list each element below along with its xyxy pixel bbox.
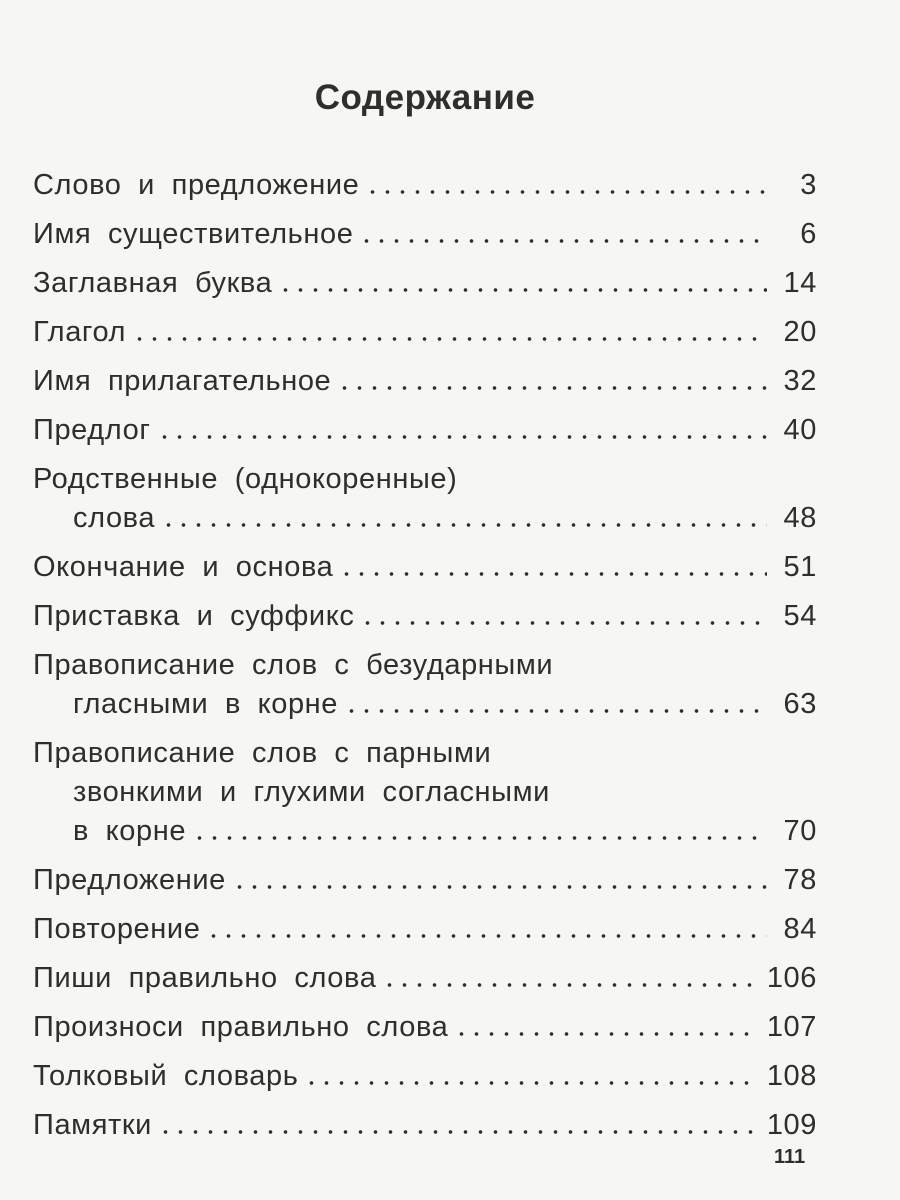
toc-entry-title: Пиши правильно слова <box>33 962 377 994</box>
toc-entry <box>33 408 817 447</box>
toc-entry-page: 3 <box>800 169 817 201</box>
toc-entry-title: Приставка и суффикс <box>33 600 355 632</box>
dot-leader <box>232 884 767 890</box>
toc-entry-line <box>33 1054 817 1093</box>
dot-leader <box>337 385 767 391</box>
dot-leader <box>365 189 767 195</box>
toc-entry-line <box>33 163 817 202</box>
toc-entry-title: Имя прилагательное <box>33 365 332 397</box>
toc-entry-title: Родственные (однокоренные) <box>33 463 458 495</box>
toc-entry-line <box>33 809 817 848</box>
toc-entry-page: 106 <box>766 962 817 994</box>
toc-entry-page: 32 <box>783 365 817 397</box>
toc-entry <box>33 1054 817 1093</box>
toc-entry-title: Предложение <box>33 864 226 896</box>
toc-entry-line <box>33 956 817 995</box>
dot-leader <box>359 238 767 244</box>
toc-entry-page: 63 <box>783 688 817 720</box>
toc-entry-title: Окончание и основа <box>33 551 334 583</box>
toc-entry <box>33 310 817 349</box>
toc-entry-line <box>33 1103 817 1142</box>
toc-entry-title: звонкими и глухими согласными <box>73 776 550 808</box>
toc-entry-page: 78 <box>783 864 817 896</box>
toc-entry <box>33 594 817 633</box>
dot-leader <box>304 1080 756 1086</box>
toc-entry <box>33 545 817 584</box>
dot-leader <box>192 835 767 841</box>
dot-leader <box>360 620 767 626</box>
toc-entry-line <box>33 682 817 721</box>
toc-entry-line <box>33 907 817 946</box>
toc-entry-title: Слово и предложение <box>33 169 360 201</box>
dot-leader <box>157 434 767 440</box>
toc-entry-title: Повторение <box>33 913 201 945</box>
toc-entry-title: Глагол <box>33 316 127 348</box>
toc-entry-line <box>33 770 817 809</box>
toc-entry <box>33 956 817 995</box>
toc-entry-title: Предлог <box>33 414 151 446</box>
dot-leader <box>278 287 767 293</box>
toc-entry-line <box>33 545 817 584</box>
page-title: Содержание <box>314 78 536 117</box>
dot-leader <box>206 933 767 939</box>
toc-entry <box>33 858 817 897</box>
dot-leader <box>339 571 767 577</box>
toc-entry-title: Имя существительное <box>33 218 354 250</box>
toc-entry-line <box>33 643 817 682</box>
toc-entry-line <box>33 408 817 447</box>
toc-entry-line <box>33 212 817 251</box>
toc-entry-line <box>33 594 817 633</box>
toc-entry <box>33 457 817 535</box>
toc-entry <box>33 907 817 946</box>
toc-entry-title: гласными в корне <box>73 688 339 720</box>
table-of-contents <box>33 163 817 1152</box>
toc-entry <box>33 643 817 721</box>
toc-entry <box>33 163 817 202</box>
toc-entry-line <box>33 457 817 496</box>
dot-leader <box>382 982 756 988</box>
toc-entry-page: 6 <box>800 218 817 250</box>
toc-entry-line <box>33 310 817 349</box>
toc-entry-title: Толковый словарь <box>33 1060 299 1092</box>
toc-entry-line <box>33 496 817 535</box>
toc-entry-page: 20 <box>783 316 817 348</box>
toc-entry <box>33 731 817 848</box>
toc-entry-page: 14 <box>783 267 817 299</box>
toc-entry-line <box>33 858 817 897</box>
toc-entry-page: 70 <box>783 815 817 847</box>
toc-entry-page: 108 <box>766 1060 817 1092</box>
toc-entry <box>33 212 817 251</box>
dot-leader <box>158 1129 757 1135</box>
dot-leader <box>161 522 767 528</box>
toc-entry-line <box>33 261 817 300</box>
dot-leader <box>454 1031 756 1037</box>
toc-entry-line <box>33 359 817 398</box>
toc-entry-line <box>33 1005 817 1044</box>
toc-entry-title: Произноси правильно слова <box>33 1011 449 1043</box>
dot-leader <box>344 708 767 714</box>
toc-entry-page: 109 <box>766 1109 817 1141</box>
toc-entry-title: в корне <box>73 815 187 847</box>
toc-entry-title: Правописание слов с парными <box>33 737 492 769</box>
page-number: 111 <box>774 1146 806 1168</box>
toc-entry <box>33 359 817 398</box>
toc-entry-line <box>33 731 817 770</box>
toc-entry-page: 48 <box>783 502 817 534</box>
dot-leader <box>132 336 767 342</box>
toc-entry-title: слова <box>73 502 156 534</box>
toc-entry-title: Памятки <box>33 1109 152 1141</box>
toc-entry-title: Правописание слов с безударными <box>33 649 554 681</box>
toc-entry <box>33 261 817 300</box>
toc-entry-page: 40 <box>783 414 817 446</box>
toc-entry-page: 84 <box>783 913 817 945</box>
toc-entry-page: 107 <box>766 1011 817 1043</box>
toc-entry <box>33 1005 817 1044</box>
toc-entry-page: 51 <box>783 551 817 583</box>
toc-entry-page: 54 <box>783 600 817 632</box>
toc-entry-title: Заглавная буква <box>33 267 273 299</box>
toc-entry <box>33 1103 817 1142</box>
